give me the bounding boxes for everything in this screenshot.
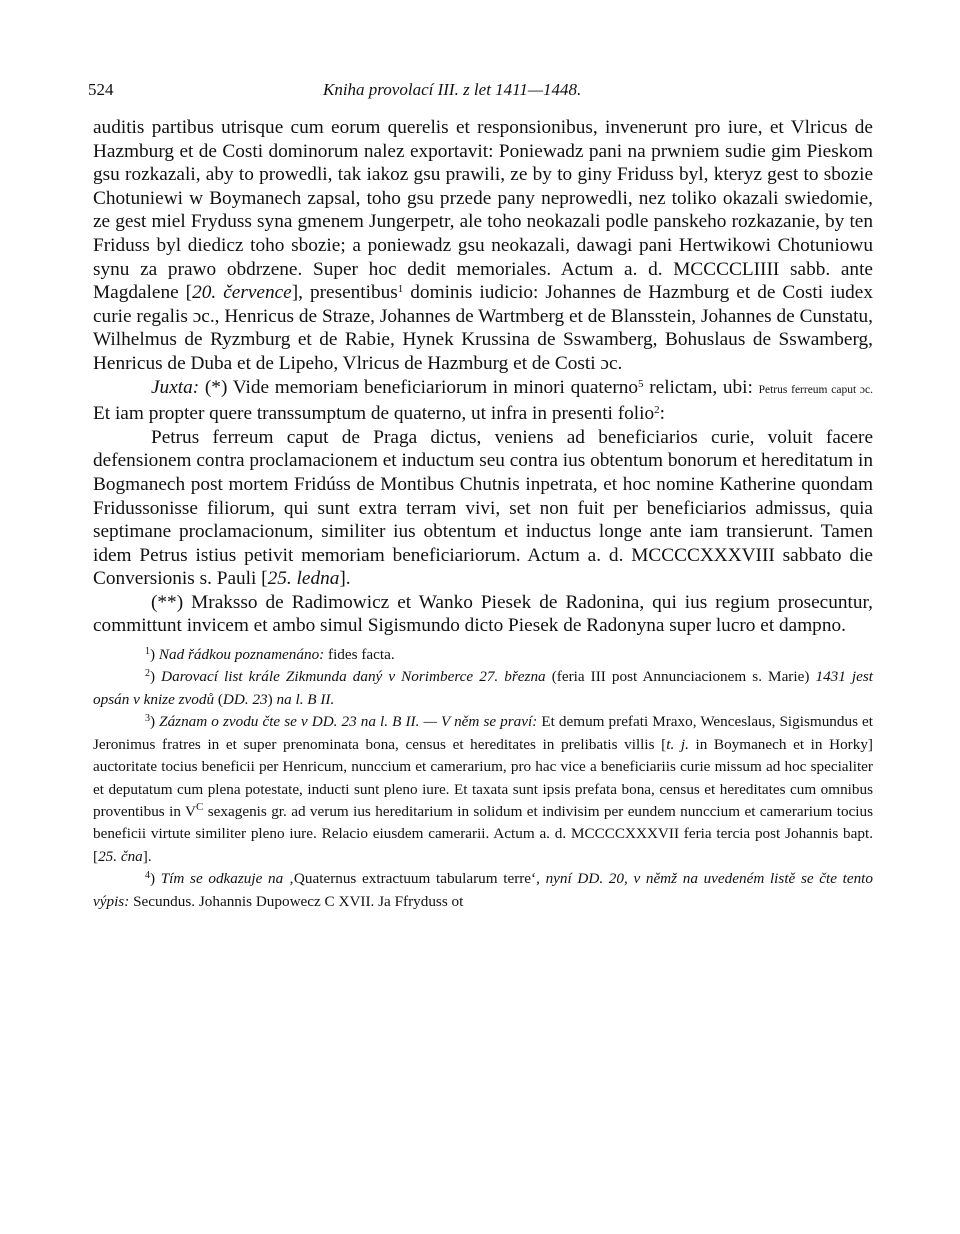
text-run: auditis partibus utrisque cum eorum querelis et responsionibus, invenerunt pro iure, et Vlricus de Hazmburg et de Costi dominorum nalez exportavit: Poniewadz pani na prwniem sudie gim Pieskom gsu rozkazali, aby to prowedli, tak iakoz gsu prawili, ze by to giny Friduss byl, kteryz gest to sbozie Chotuniewi w Boymanech zapsal, toho gsu przede pany neprowedli, nez toliko okazali swiedomie, ze gest miel Fryduss syna gmenem Jungerpetr, ale toho neokazali podle panskeho rozkazanie, by ten Friduss byl diedicz toho sbozie; a poniewadz gsu neokazali, dawagi pani Hertwikowi Chotuniowu synu za prawo obdrzene. Super hoc dedit memoriales. Actum a. d. MCCCCLIIII sabb. ante Magdalene [ — [93, 117, 873, 304]
text-run: ) — [150, 668, 162, 686]
footnote-marker: 3 — [145, 713, 150, 725]
paragraph-mraksso — [93, 591, 873, 638]
footnote-ref: 2 — [654, 404, 660, 417]
text-run: ) — [267, 690, 277, 708]
text-run: sexagenis gr. ad verum ius hereditarium in solidum et indivisim per eundem nunccium et camerarium tocius beneficii virtute similiter pleno iure. Relacio eiusdem camerarii. Actum a. d. MCCCCXXXVII feria tercia post Johannis bapt. [ — [93, 802, 873, 865]
footnote-marker: 1 — [145, 646, 150, 658]
paragraph-juxta — [93, 376, 873, 426]
text-run: ]. — [142, 847, 152, 865]
footnote-marker: 2 — [145, 668, 150, 680]
text-run: Petrus ferreum caput ɔc. — [758, 383, 873, 396]
text-run: (*) Vide memoriam beneficiariorum in minori quaterno — [199, 376, 639, 398]
footnote-ref: C — [196, 800, 204, 813]
text-run: 1431 jest opsán v knize zvodů — [93, 668, 874, 708]
text-run: ( — [214, 690, 223, 708]
text-run: Nad řádkou poznamenáno: — [158, 646, 325, 664]
text-run: 25. čna — [98, 847, 143, 865]
footnotes — [93, 644, 873, 913]
text-run: dominis iudicio: Johannes de Hazmburg et de Costi iudex curie regalis ɔc., Henricus de Straze, Johannes de Wartmberg et de Blansstein, Johannes de Cunstatu, Wilhelmus de Ryzmburg et de Rabie, Hynek Krussina de Sswamberg, Bohuslaus de Sswamberg, Henricus de Duba et de Lipeho, Vlricus de Hazmburg et de Costi ɔc. — [93, 282, 873, 374]
text-run: ) — [150, 713, 160, 731]
text-run: Tím se odkazuje na — [160, 870, 284, 888]
text-run: Et demum prefati Mraxo, Wenceslaus, Sigismundus et Jeronimus fratres in et super prenominata bona, census et hereditates in prelibatis villis [ — [93, 713, 874, 753]
text-run: (feria III post Annunciacionem s. Marie) — [545, 668, 816, 686]
text-run: Záznam o zvodu čte se v DD. 23 na l. B II. — V něm se praví: — [159, 713, 538, 731]
text-run: Secundus. Johannis Dupowecz C XVII. Ja Ffryduss ot — [129, 892, 464, 910]
text-run: ], presentibus — [291, 282, 398, 304]
text-run: nyní DD. 20, v němž na uvedeném listě se čte tento výpis: — [93, 870, 873, 910]
footnote-ref: 5 — [638, 377, 644, 390]
text-run: ) — [150, 646, 159, 664]
text-run: : — [659, 403, 666, 425]
text-run: Et iam propter quere transsumptum de quaterno, ut infra in presenti folio — [93, 403, 655, 425]
text-run: in Boymanech et in Horky] auctoritate tocius beneficii per Henricum, nunccium et camerarium, pro hac vice a beneficiariis curie missum ad hoc specialiter et deputatum cum plena potestate, inducti sunt pleno iure. Et taxata sunt ipsis prefata bona, census et hereditates cum omnibus proventibus in V — [93, 735, 873, 820]
footnote-marker: 4 — [145, 870, 150, 882]
paragraph-petrus — [93, 426, 873, 591]
footnote-1 — [93, 644, 873, 666]
text-run: relictam, ubi: — [643, 376, 759, 398]
main-text — [93, 116, 873, 638]
footnote-2 — [93, 666, 873, 711]
text-run: na l. B II. — [276, 690, 335, 708]
text-run: Petrus ferreum caput de Praga dictus, veniens ad beneficiarios curie, voluit facere defensionem contra proclamacionem et inductum seu contra ius obtentum bonorum et hereditatum in Bogmanech post mortem Fridúss de Montibus Chutnis inpetrata, et hoc nomine Katherine quondam Fridussonisse filiorum, qui sunt extra terram vivi, set non fuit per beneficiarios admissus, quia septimane proclamacionum, similiter ius obtentum et inductus longe ante iam transierunt. Tamen idem Petrus istius petivit memoriam beneficiariorum. Actum a. d. MCCCCXXXVIII sabbato die Conversionis s. Pauli [ — [93, 426, 873, 590]
text-run: DD. 23 — [222, 690, 268, 708]
page-number: 524 — [88, 80, 114, 99]
running-title: Kniha provolací III. z let 1411—1448. — [323, 80, 582, 99]
text-run: 25. ledna — [267, 568, 340, 590]
page-header — [88, 80, 873, 108]
footnote-ref: 1 — [397, 283, 404, 296]
footnote-3 — [93, 711, 873, 868]
text-run: ) — [150, 870, 161, 888]
text-run: 20. července — [192, 282, 292, 304]
footnote-4 — [93, 868, 873, 913]
text-run: Juxta: — [151, 376, 200, 398]
text-run: Darovací list krále Zikmunda daný v Norimberce 27. března — [161, 668, 546, 686]
text-run: ]. — [339, 568, 351, 590]
document-page — [88, 80, 874, 913]
text-run: (**) Mraksso de Radimowicz et Wanko Piesek de Radonina, qui ius regium prosecuntur, committunt invicem et ambo simul Sigismundo dicto Piesek de Radonyna super lucro et dampno. — [93, 591, 873, 637]
text-run: t. j. — [666, 735, 689, 753]
paragraph-judgment — [93, 116, 873, 376]
text-run: fides facta. — [324, 646, 395, 664]
text-run: ‚Quaternus extractuum tabularum terre‘, — [283, 870, 546, 888]
